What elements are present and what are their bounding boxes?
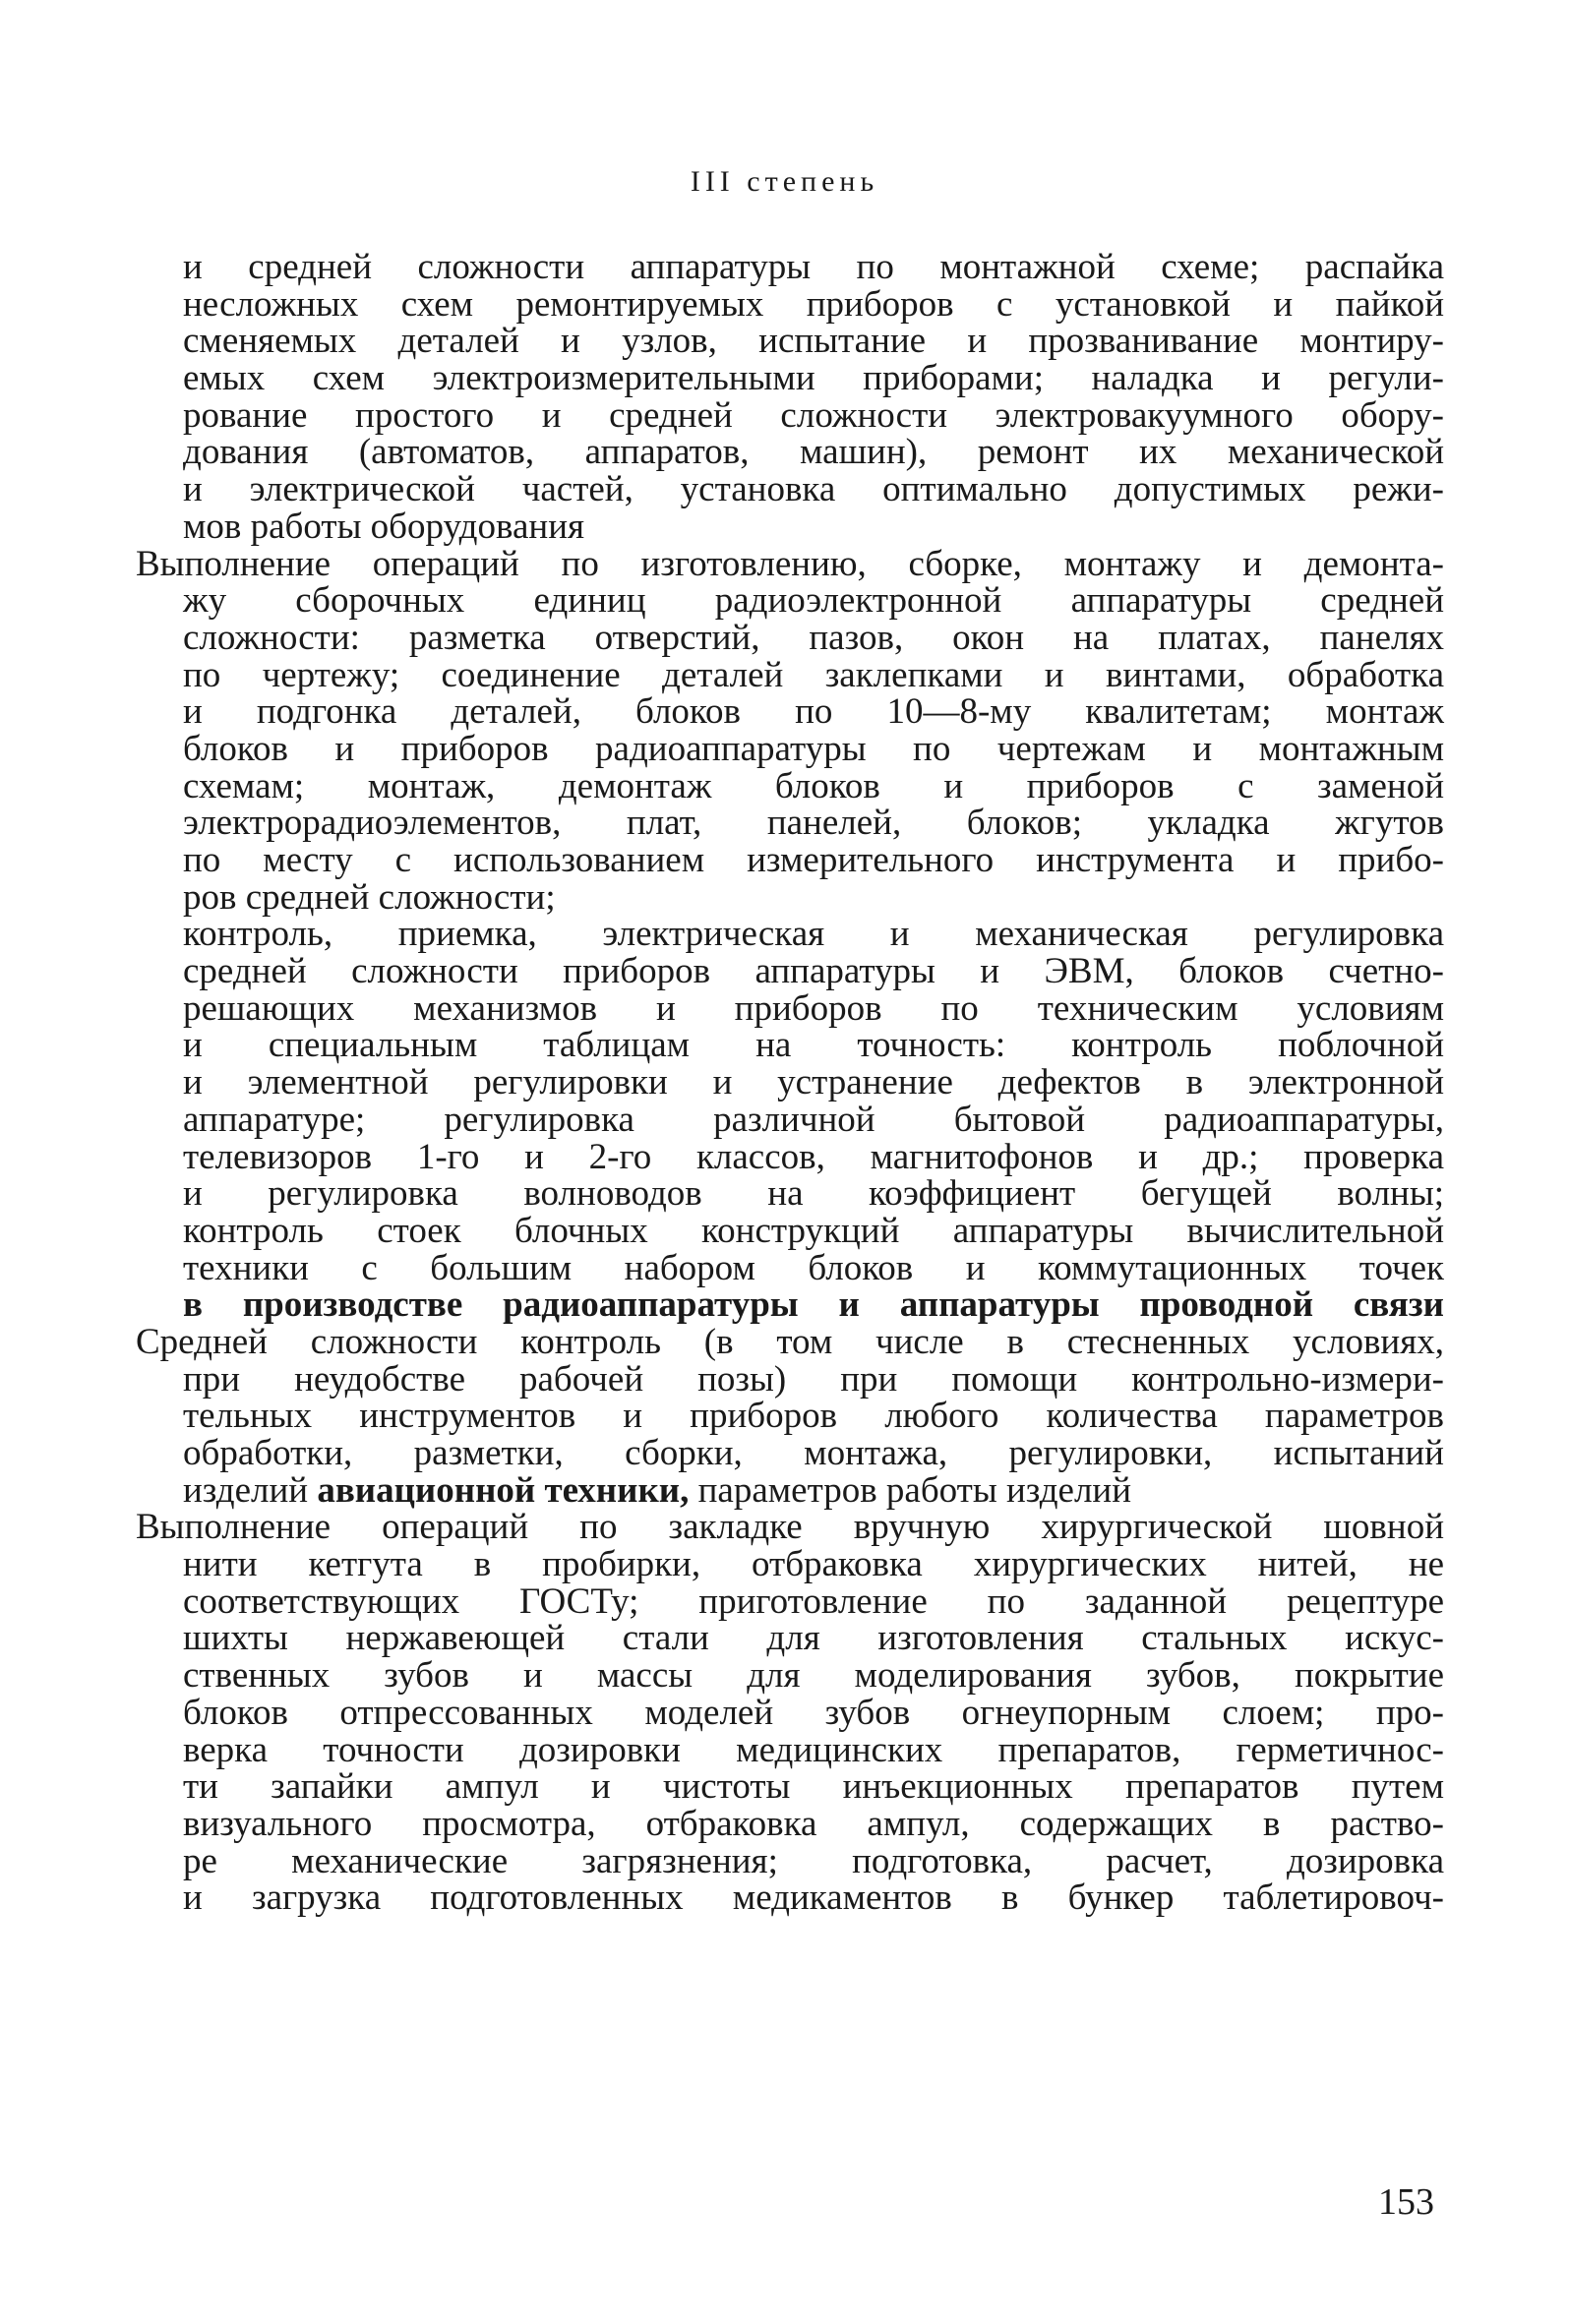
text-line: и элементной регулировки и устранение дефектов в электронной [183,1062,1444,1103]
text-line: обработки, разметки, сборки, монтажа, регулировки, испытаний [183,1433,1444,1473]
text-line: решающих механизмов и приборов по техническим условиям [183,987,1444,1029]
text-line: ре механические загрязнения; подготовка, расчет, дозировка [183,1840,1444,1881]
text-line: и средней сложности аппаратуры по монтажной схеме; распайка [183,247,1444,287]
text-line: ти запайки ампул и чистоты инъекционных препаратов путем [183,1766,1444,1808]
text-line: и специальным таблицам на точность: контроль поблочной [183,1025,1444,1066]
paragraph-medical-operations [136,1509,1444,1917]
industry-label-bold: в производстве радиоаппаратуры и аппаратуры проводной связи [183,1284,1444,1326]
text-line: жу сборочных единиц радиоэлектронной аппаратуры средней [183,580,1444,622]
text-line: аппаратуре; регулировка различной бытовой радиоаппаратуры, [183,1099,1444,1140]
paragraph-continuation [136,249,1444,546]
running-header: III степень [690,165,879,198]
text-line: при неудобстве рабочей позы) при помощи контрольно-измери- [183,1358,1444,1400]
page-number: 153 [1378,2181,1434,2223]
text-fragment: изделий [183,1469,318,1511]
text-line: Средней сложности контроль (в том числе в стесненных условиях, [136,1321,1444,1362]
text-line: сложности: разметка отверстий, пазов, окон на платах, панелях [183,617,1444,658]
industry-label-bold: авиационной техники, [317,1469,690,1511]
text-line: Выполнение операций по закладке вручную хирургической шовной [136,1507,1444,1548]
text-line: схемам; монтаж, демонтаж блоков и приборов с заменой [183,765,1444,806]
text-line: емых схем электроизмерительными приборами; наладка и регули- [183,358,1444,399]
text-line: техники с большим набором блоков и коммутационных точек [183,1247,1444,1288]
text-line: верка точности дозировки медицинских препаратов, герметичнос- [183,1729,1444,1770]
text-line-mixed [136,1469,1444,1511]
text-fragment: параметров работы изделий [689,1469,1132,1511]
paragraph-control-acceptance [136,916,1444,1324]
text-line: блоков отпрессованных моделей зубов огнеупорным слоем; про- [183,1692,1444,1733]
text-line: рование простого и средней сложности электровакуумного обору- [183,394,1444,436]
text-line: тельных инструментов и приборов любого количества параметров [183,1396,1444,1437]
text-line: и загрузка подготовленных медикаментов в бункер таблетировоч- [183,1877,1444,1919]
text-line: блоков и приборов радиоаппаратуры по чертежам и монтажным [183,728,1444,769]
text-line: шихты нержавеющей стали для изготовления стальных искус- [183,1618,1444,1659]
text-line: по чертежу; соединение деталей заклепками и винтами, обработка [183,654,1444,695]
text-line: визуального просмотра, отбраковка ампул, содержащих в раство- [183,1803,1444,1844]
text-line: нити кетгута в пробирки, отбраковка хирургических нитей, не [183,1544,1444,1585]
text-line: средней сложности приборов аппаратуры и ЭВМ, блоков счетно- [183,951,1444,992]
text-line: несложных схем ремонтируемых приборов с установкой и пайкой [183,283,1444,325]
text-line: дования (автоматов, аппаратов, машин), ремонт их механической [183,432,1444,473]
paragraph-aviation-control [136,1321,1444,1511]
text-line: по месту с использованием измерительного инструмента и прибо- [183,840,1444,880]
text-line: телевизоров 1-го и 2-го классов, магнитофонов и др.; проверка [183,1136,1444,1177]
text-line: и электрической частей, установка оптимально допустимых режи- [183,469,1444,510]
text-line: контроль стоек блочных конструкций аппаратуры вычислительной [183,1210,1444,1251]
paragraph-assembly-operations [136,543,1444,918]
text-line: электрорадиоэлементов, плат, панелей, блоков; укладка жгутов [183,803,1444,844]
text-line: и подгонка деталей, блоков по 10—8-му квалитетам; монтаж [183,691,1444,733]
text-line: Выполнение операций по изготовлению, сборке, монтажу и демонта- [136,543,1444,584]
text-line: контроль, приемка, электрическая и механическая регулировка [183,914,1444,955]
text-line: и регулировка волноводов на коэффициент бегущей волны; [183,1173,1444,1215]
text-line: ров средней сложности; [183,876,556,918]
body-text [136,249,1444,1917]
text-line: соответствующих ГОСТу; приготовление по заданной рецептуре [183,1580,1444,1622]
text-line: ственных зубов и массы для моделирования зубов, покрытие [183,1655,1444,1697]
text-line: сменяемых деталей и узлов, испытание и прозванивание монтиру- [183,321,1444,362]
text-line: мов работы оборудования [183,506,585,547]
